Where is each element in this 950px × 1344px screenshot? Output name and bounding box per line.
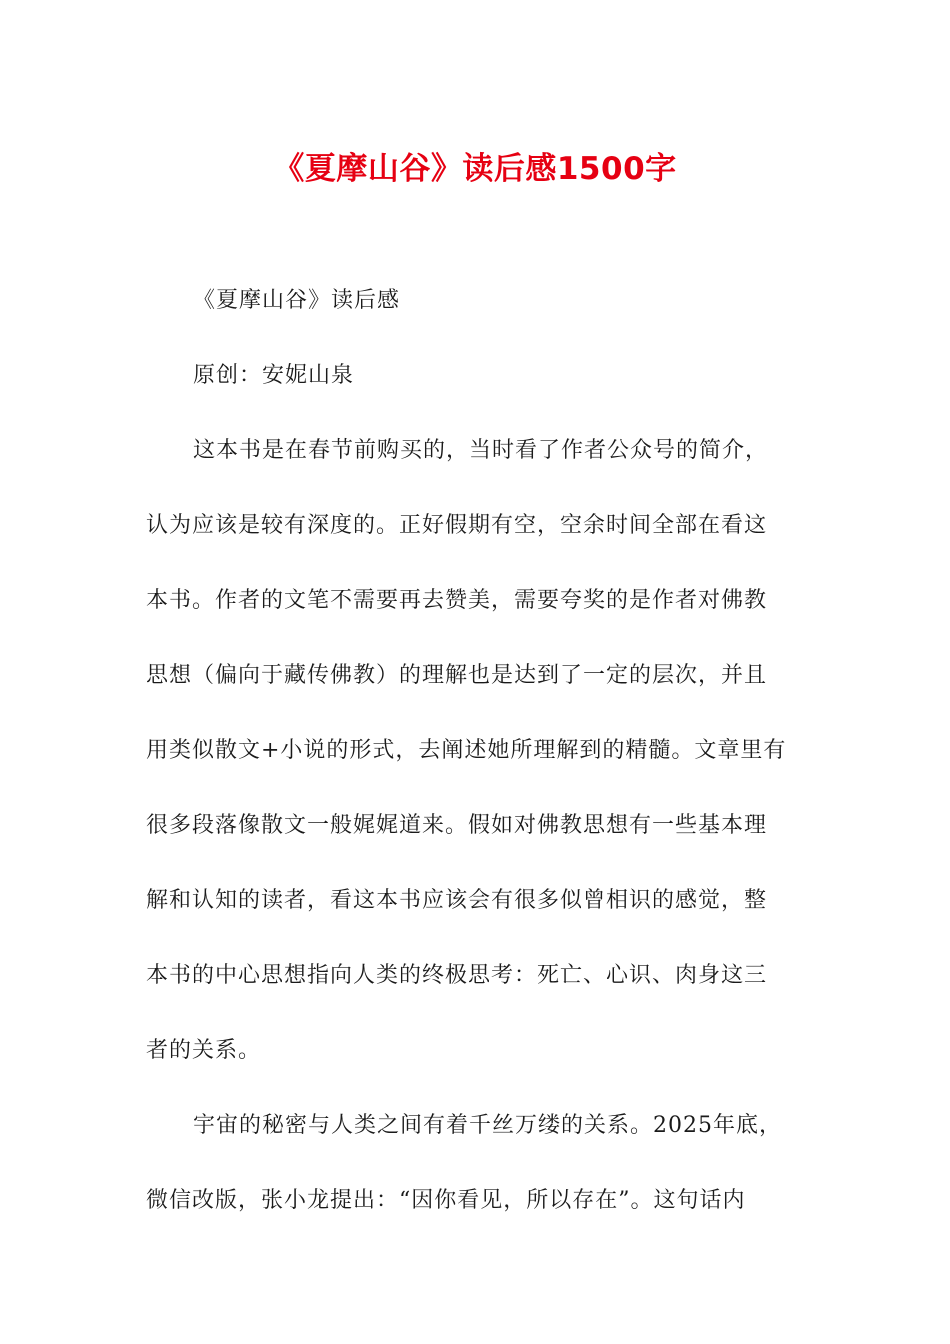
paragraph-1-line: 认为应该是较有深度的。正好假期有空，空余时间全部在看这 <box>146 513 768 538</box>
heading-line: 《夏摩山谷》读后感 <box>193 288 401 313</box>
author-line-paragraph <box>146 355 808 396</box>
paragraph-2-line: 宇宙的秘密与人类之间有着千丝万缕的关系。2025年底， <box>193 1113 782 1138</box>
paragraph-1-line: 很多段落像散文一般娓娓道来。假如对佛教思想有一些基本理 <box>146 813 768 838</box>
paragraph-1-line: 解和认知的读者，看这本书应该会有很多似曾相识的感觉，整 <box>146 888 768 913</box>
paragraph-1-line: 本书的中心思想指向人类的终极思考：死亡、心识、肉身这三 <box>146 963 768 988</box>
paragraph-2 <box>146 1105 808 1221</box>
document-title: 《夏摩山谷》读后感1500字 <box>273 151 677 187</box>
paragraph-2-line: 微信改版，张小龙提出：“因你看见，所以存在”。这句话内 <box>146 1188 746 1213</box>
paragraph-1-line: 本书。作者的文笔不需要再去赞美，需要夸奖的是作者对佛教 <box>146 588 768 613</box>
author-line: 原创：安妮山泉 <box>193 363 355 388</box>
paragraph-1 <box>146 430 808 1071</box>
document-body <box>146 280 808 1255</box>
heading-line-paragraph <box>146 280 808 321</box>
paragraph-1-line: 用类似散文+小说的形式，去阐述她所理解到的精髓。文章里有 <box>146 738 787 763</box>
paragraph-1-line: 这本书是在春节前购买的，当时看了作者公众号的简介， <box>193 438 769 463</box>
paragraph-1-line: 思想（偏向于藏传佛教）的理解也是达到了一定的层次，并且 <box>146 663 768 688</box>
paragraph-1-line: 者的关系。 <box>146 1038 262 1063</box>
